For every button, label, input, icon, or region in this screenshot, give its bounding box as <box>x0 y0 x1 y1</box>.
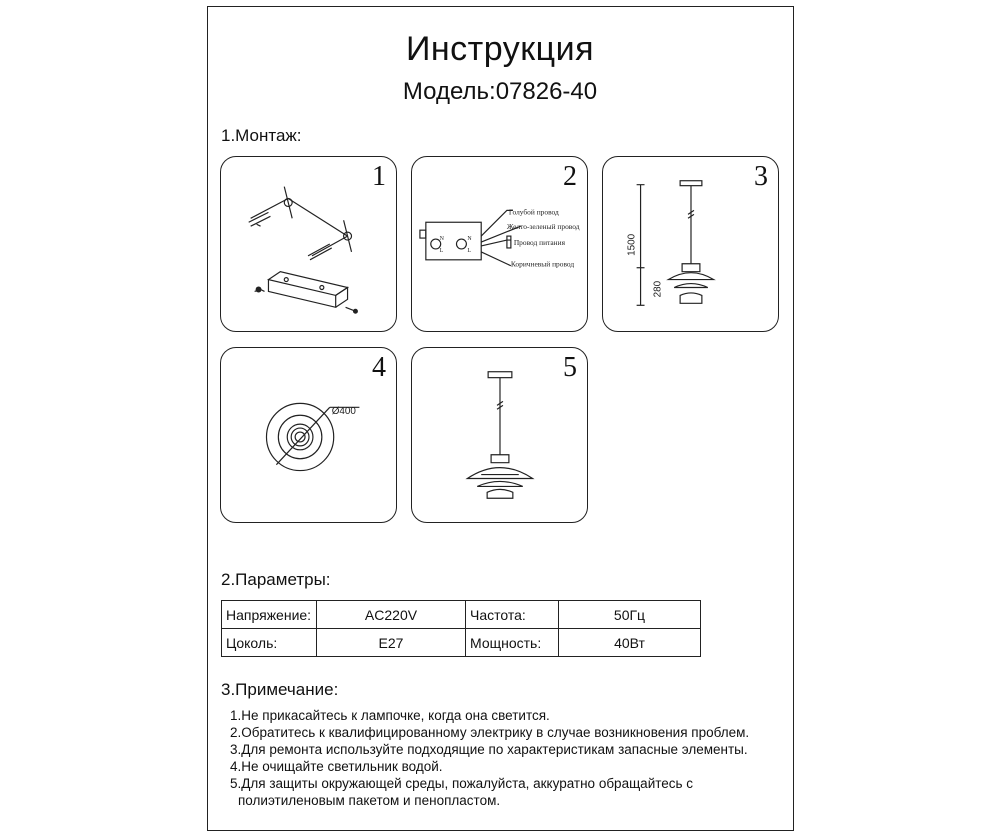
mounting-bracket-illustration <box>221 157 396 331</box>
wire-label: Голубой провод <box>508 207 559 217</box>
document-title: Инструкция <box>405 30 595 68</box>
note-item: 1.Не прикасайтесь к лампочке, когда она светится. <box>230 708 550 723</box>
section-notes-heading: 3.Примечание: <box>221 680 339 699</box>
note-item: 4.Не очищайте светильник водой. <box>230 759 443 774</box>
step-2-panel <box>411 156 588 332</box>
param-value: E27 <box>317 629 466 657</box>
diameter-label: Ø400 <box>331 406 356 418</box>
svg-text:L: L <box>467 247 471 254</box>
step-5-panel <box>411 347 588 523</box>
wiring-diagram <box>412 157 587 331</box>
param-label: Мощность: <box>466 629 559 657</box>
param-value: AC220V <box>317 601 466 629</box>
step-number: 5 <box>563 352 577 383</box>
parameters-table <box>221 600 701 657</box>
note-item: 2.Обратитесь к квалифицированному электрику в случае возникновения проблем. <box>230 725 750 740</box>
param-label: Цоколь: <box>222 629 317 657</box>
shade-dimension: 280 <box>652 280 664 298</box>
svg-text:N: N <box>439 236 444 243</box>
wire-label: Провод питания <box>513 237 566 247</box>
height-dimension: 1500 <box>626 233 638 256</box>
diameter-top-view <box>221 348 396 522</box>
notes-list <box>230 707 749 809</box>
svg-text:L: L <box>439 247 444 254</box>
step-3-panel <box>602 156 779 332</box>
step-number: 4 <box>372 352 386 383</box>
note-item: 5.Для защиты окружающей среды, пожалуйста, аккуратно обращайтесь с <box>230 776 694 791</box>
step-number: 3 <box>754 161 768 192</box>
step-4-panel <box>220 347 397 523</box>
svg-text:N: N <box>467 236 472 243</box>
step-number: 1 <box>372 161 386 192</box>
param-label: Напряжение: <box>222 601 317 629</box>
assembled-pendant-drawing <box>412 348 587 522</box>
param-label: Частота: <box>466 601 559 629</box>
pendant-dimensions-drawing <box>603 157 778 331</box>
table-row <box>222 601 701 629</box>
param-value: 40Вт <box>559 629 701 657</box>
param-value: 50Гц <box>559 601 701 629</box>
step-number: 2 <box>563 161 577 192</box>
table-row <box>222 629 701 657</box>
section-mount-heading: 1.Монтаж: <box>221 126 302 145</box>
wire-label: Желто-зеленый провод <box>506 222 580 232</box>
wire-label: Коричневый провод <box>510 259 575 269</box>
section-params-heading: 2.Параметры: <box>221 570 331 589</box>
note-item-continued: полиэтиленовым пакетом и пенопластом. <box>238 793 501 808</box>
note-item: 3.Для ремонта используйте подходящие по характеристикам запасные элементы. <box>230 742 748 757</box>
model-number: Модель:07826-40 <box>402 78 598 105</box>
step-1-panel <box>220 156 397 332</box>
